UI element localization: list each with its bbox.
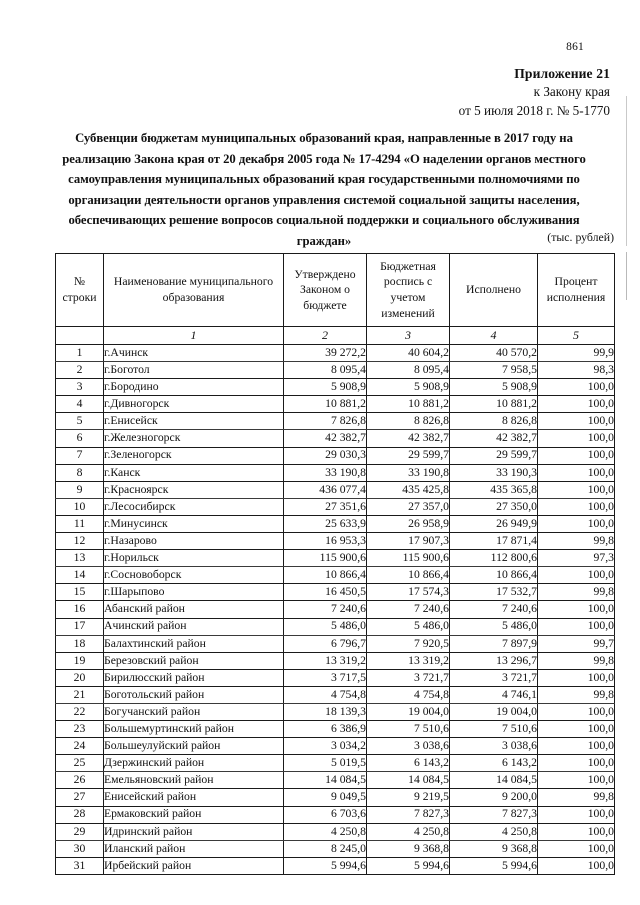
table-row	[56, 857, 615, 874]
budget-plan-amount-cell: 4 250,8	[367, 823, 450, 840]
page-number: 861	[566, 41, 584, 53]
municipality-name-cell: Емельяновский район	[104, 772, 284, 789]
row-number-cell: 31	[56, 857, 104, 874]
budget-plan-amount-cell: 7 920,5	[367, 635, 450, 652]
column-header-municipality-name	[104, 254, 284, 327]
row-number-cell: 26	[56, 772, 104, 789]
municipality-name-cell: г.Железногорск	[104, 430, 284, 447]
executed-amount-cell: 9 200,0	[450, 789, 538, 806]
scan-artifact-line-lower	[626, 252, 627, 300]
row-number-cell: 4	[56, 396, 104, 413]
row-number-cell: 13	[56, 550, 104, 567]
row-number-cell: 1	[56, 345, 104, 362]
executed-amount-cell: 6 143,2	[450, 755, 538, 772]
municipality-name-cell: Большемуртинский район	[104, 721, 284, 738]
budget-plan-amount-cell: 5 486,0	[367, 618, 450, 635]
table-row	[56, 379, 615, 396]
execution-percent-cell: 99,8	[538, 686, 615, 703]
approved-amount-cell: 27 351,6	[284, 498, 367, 515]
approved-amount-cell: 9 049,5	[284, 789, 367, 806]
budget-plan-amount-cell: 42 382,7	[367, 430, 450, 447]
table-row	[56, 413, 615, 430]
row-number-cell: 11	[56, 515, 104, 532]
execution-percent-cell: 100,0	[538, 806, 615, 823]
municipality-name-cell: Абанский район	[104, 601, 284, 618]
document-reference-block	[459, 64, 610, 121]
budget-plan-amount-cell: 4 754,8	[367, 686, 450, 703]
approved-amount-cell: 13 319,2	[284, 652, 367, 669]
execution-percent-cell: 100,0	[538, 413, 615, 430]
executed-amount-cell: 5 908,9	[450, 379, 538, 396]
municipality-name-cell: Балахтинский район	[104, 635, 284, 652]
table-row	[56, 652, 615, 669]
approved-amount-cell: 33 190,8	[284, 464, 367, 481]
column-header-row-number-line2: строки	[62, 291, 97, 304]
executed-amount-cell: 5 486,0	[450, 618, 538, 635]
table-row	[56, 567, 615, 584]
budget-plan-amount-cell: 9 219,5	[367, 789, 450, 806]
municipality-name-cell: г.Красноярск	[104, 481, 284, 498]
executed-amount-cell: 3 038,6	[450, 738, 538, 755]
row-number-cell: 6	[56, 430, 104, 447]
execution-percent-cell: 100,0	[538, 481, 615, 498]
execution-percent-cell: 100,0	[538, 840, 615, 857]
municipality-name-cell: г.Канск	[104, 464, 284, 481]
budget-plan-amount-cell: 29 599,7	[367, 447, 450, 464]
row-number-cell: 16	[56, 601, 104, 618]
executed-amount-cell: 17 871,4	[450, 533, 538, 550]
approved-amount-cell: 6 386,9	[284, 721, 367, 738]
budget-plan-amount-cell: 17 907,3	[367, 533, 450, 550]
table-row	[56, 635, 615, 652]
municipality-name-cell: Богучанский район	[104, 703, 284, 720]
execution-percent-cell: 99,8	[538, 789, 615, 806]
table-row	[56, 806, 615, 823]
approved-amount-cell: 4 754,8	[284, 686, 367, 703]
column-header-row-number	[56, 254, 104, 327]
column-header-approved-line2: Законом о	[299, 283, 350, 297]
column-header-budget-plan-line2: роспись с	[383, 275, 433, 289]
executed-amount-cell: 13 296,7	[450, 652, 538, 669]
budget-plan-amount-cell: 10 881,2	[367, 396, 450, 413]
execution-percent-cell: 100,0	[538, 567, 615, 584]
approved-amount-cell: 10 866,4	[284, 567, 367, 584]
table-row	[56, 396, 615, 413]
table-header	[56, 254, 615, 345]
column-header-execution-percent-line1: Процент	[554, 275, 598, 289]
row-number-cell: 10	[56, 498, 104, 515]
appendix-law-line: к Закону края	[533, 84, 610, 100]
execution-percent-cell: 99,9	[538, 345, 615, 362]
approved-amount-cell: 6 796,7	[284, 635, 367, 652]
row-number-cell: 17	[56, 618, 104, 635]
approved-amount-cell: 5 908,9	[284, 379, 367, 396]
table-header-row	[56, 254, 615, 327]
municipality-name-cell: г.Боготол	[104, 362, 284, 379]
municipality-name-cell: Иланский район	[104, 840, 284, 857]
appendix-title: Приложение 21	[514, 66, 610, 81]
approved-amount-cell: 3 034,2	[284, 738, 367, 755]
table-row	[56, 481, 615, 498]
executed-amount-cell: 7 958,5	[450, 362, 538, 379]
row-number-cell: 22	[56, 703, 104, 720]
executed-amount-cell: 8 826,8	[450, 413, 538, 430]
row-number-cell: 24	[56, 738, 104, 755]
column-header-budget-plan	[367, 254, 450, 327]
budget-plan-amount-cell: 435 425,8	[367, 481, 450, 498]
executed-amount-cell: 27 350,0	[450, 498, 538, 515]
table-row	[56, 738, 615, 755]
execution-percent-cell: 97,3	[538, 550, 615, 567]
row-number-cell: 8	[56, 464, 104, 481]
execution-percent-cell: 100,0	[538, 618, 615, 635]
column-header-executed	[450, 254, 538, 327]
table-row	[56, 755, 615, 772]
municipality-name-cell: Дзержинский район	[104, 755, 284, 772]
executed-amount-cell: 33 190,3	[450, 464, 538, 481]
execution-percent-cell: 99,7	[538, 635, 615, 652]
row-number-cell: 5	[56, 413, 104, 430]
execution-percent-cell: 100,0	[538, 857, 615, 874]
executed-amount-cell: 42 382,7	[450, 430, 538, 447]
execution-percent-cell: 100,0	[538, 772, 615, 789]
table-row	[56, 601, 615, 618]
table-row	[56, 686, 615, 703]
executed-amount-cell: 4 250,8	[450, 823, 538, 840]
approved-amount-cell: 7 826,8	[284, 413, 367, 430]
budget-plan-amount-cell: 5 908,9	[367, 379, 450, 396]
approved-amount-cell: 115 900,6	[284, 550, 367, 567]
subventions-table	[55, 253, 615, 875]
table-row	[56, 823, 615, 840]
table-row	[56, 789, 615, 806]
executed-amount-cell: 29 599,7	[450, 447, 538, 464]
approved-amount-cell: 8 245,0	[284, 840, 367, 857]
municipality-name-cell: г.Дивногорск	[104, 396, 284, 413]
municipality-name-cell: Енисейский район	[104, 789, 284, 806]
executed-amount-cell: 435 365,8	[450, 481, 538, 498]
row-number-cell: 25	[56, 755, 104, 772]
column-header-budget-plan-line4: изменений	[381, 306, 435, 320]
municipality-name-cell: г.Норильск	[104, 550, 284, 567]
executed-amount-cell: 4 746,1	[450, 686, 538, 703]
municipality-name-cell: Бирилюсский район	[104, 669, 284, 686]
execution-percent-cell: 100,0	[538, 430, 615, 447]
column-number-3: 3	[367, 327, 450, 345]
approved-amount-cell: 10 881,2	[284, 396, 367, 413]
row-number-cell: 7	[56, 447, 104, 464]
column-number-1: 1	[104, 327, 284, 345]
table-row	[56, 430, 615, 447]
execution-percent-cell: 100,0	[538, 601, 615, 618]
municipality-name-cell: Боготольский район	[104, 686, 284, 703]
approved-amount-cell: 3 717,5	[284, 669, 367, 686]
table-row	[56, 464, 615, 481]
column-number-5: 5	[538, 327, 615, 345]
approved-amount-cell: 25 633,9	[284, 515, 367, 532]
table-row	[56, 498, 615, 515]
municipality-name-cell: Идринский район	[104, 823, 284, 840]
table-row	[56, 345, 615, 362]
municipality-name-cell: г.Бородино	[104, 379, 284, 396]
municipality-name-cell: г.Лесосибирск	[104, 498, 284, 515]
row-number-cell: 30	[56, 840, 104, 857]
approved-amount-cell: 4 250,8	[284, 823, 367, 840]
execution-percent-cell: 99,8	[538, 652, 615, 669]
municipality-name-cell: г.Енисейск	[104, 413, 284, 430]
budget-plan-amount-cell: 115 900,6	[367, 550, 450, 567]
table-body	[56, 345, 615, 875]
budget-plan-amount-cell: 26 958,9	[367, 515, 450, 532]
budget-plan-amount-cell: 9 368,8	[367, 840, 450, 857]
table-row	[56, 362, 615, 379]
execution-percent-cell: 100,0	[538, 738, 615, 755]
executed-amount-cell: 112 800,6	[450, 550, 538, 567]
budget-plan-amount-cell: 3 038,6	[367, 738, 450, 755]
column-header-approved	[284, 254, 367, 327]
executed-amount-cell: 5 994,6	[450, 857, 538, 874]
table-row	[56, 772, 615, 789]
table-row	[56, 703, 615, 720]
budget-plan-amount-cell: 27 357,0	[367, 498, 450, 515]
table-row	[56, 550, 615, 567]
execution-percent-cell: 100,0	[538, 396, 615, 413]
table-row	[56, 515, 615, 532]
column-number-0	[56, 327, 104, 345]
execution-percent-cell: 100,0	[538, 464, 615, 481]
approved-amount-cell: 16 953,3	[284, 533, 367, 550]
row-number-cell: 15	[56, 584, 104, 601]
budget-plan-amount-cell: 17 574,3	[367, 584, 450, 601]
execution-percent-cell: 100,0	[538, 669, 615, 686]
executed-amount-cell: 14 084,5	[450, 772, 538, 789]
table-row	[56, 533, 615, 550]
row-number-cell: 3	[56, 379, 104, 396]
executed-amount-cell: 10 866,4	[450, 567, 538, 584]
municipality-name-cell: г.Зеленогорск	[104, 447, 284, 464]
budget-plan-amount-cell: 7 510,6	[367, 721, 450, 738]
approved-amount-cell: 16 450,5	[284, 584, 367, 601]
executed-amount-cell: 40 570,2	[450, 345, 538, 362]
column-header-municipality-name-line2: образования	[162, 291, 225, 304]
row-number-cell: 29	[56, 823, 104, 840]
page-title: Субвенции бюджетам муниципальных образований края, направленные в 2017 году на реализацию Закона края от 20 декабря 2005 года № 17-4294 «О наделении органов местного самоуправления муниципальных образований края государственными полномочиями по организации деятельности органов управления системой социальной защиты населения, обеспечивающих решение вопросов социальной поддержки и социального обслуживания граждан»	[62, 131, 586, 248]
execution-percent-cell: 99,8	[538, 584, 615, 601]
approved-amount-cell: 39 272,2	[284, 345, 367, 362]
municipality-name-cell: г.Назарово	[104, 533, 284, 550]
municipality-name-cell: г.Шарыпово	[104, 584, 284, 601]
subventions-table-container	[55, 253, 614, 875]
row-number-cell: 19	[56, 652, 104, 669]
budget-plan-amount-cell: 8 095,4	[367, 362, 450, 379]
execution-percent-cell: 99,8	[538, 533, 615, 550]
execution-percent-cell: 100,0	[538, 498, 615, 515]
row-number-cell: 12	[56, 533, 104, 550]
table-row	[56, 618, 615, 635]
budget-plan-amount-cell: 5 994,6	[367, 857, 450, 874]
approved-amount-cell: 7 240,6	[284, 601, 367, 618]
budget-plan-amount-cell: 40 604,2	[367, 345, 450, 362]
municipality-name-cell: Большеулуйский район	[104, 738, 284, 755]
executed-amount-cell: 7 510,6	[450, 721, 538, 738]
approved-amount-cell: 5 019,5	[284, 755, 367, 772]
approved-amount-cell: 436 077,4	[284, 481, 367, 498]
row-number-cell: 27	[56, 789, 104, 806]
execution-percent-cell: 100,0	[538, 755, 615, 772]
column-number-2: 2	[284, 327, 367, 345]
row-number-cell: 20	[56, 669, 104, 686]
municipality-name-cell: г.Минусинск	[104, 515, 284, 532]
executed-amount-cell: 7 827,3	[450, 806, 538, 823]
budget-plan-amount-cell: 3 721,7	[367, 669, 450, 686]
budget-plan-amount-cell: 8 826,8	[367, 413, 450, 430]
municipality-name-cell: Ирбейский район	[104, 857, 284, 874]
scan-artifact-line	[626, 96, 627, 246]
execution-percent-cell: 100,0	[538, 703, 615, 720]
column-header-budget-plan-line1: Бюджетная	[380, 259, 436, 273]
approved-amount-cell: 18 139,3	[284, 703, 367, 720]
approved-amount-cell: 42 382,7	[284, 430, 367, 447]
table-row	[56, 840, 615, 857]
executed-amount-cell: 3 721,7	[450, 669, 538, 686]
approved-amount-cell: 5 994,6	[284, 857, 367, 874]
column-header-municipality-name-line1: Наименование муниципального	[113, 275, 274, 289]
approved-amount-cell: 14 084,5	[284, 772, 367, 789]
approved-amount-cell: 5 486,0	[284, 618, 367, 635]
execution-percent-cell: 100,0	[538, 515, 615, 532]
budget-plan-amount-cell: 7 827,3	[367, 806, 450, 823]
execution-percent-cell: 98,3	[538, 362, 615, 379]
execution-percent-cell: 100,0	[538, 823, 615, 840]
column-header-approved-line1: Утверждено	[294, 267, 356, 281]
appendix-date-line: от 5 июля 2018 г. № 5-1770	[458, 103, 610, 119]
municipality-name-cell: Березовский район	[104, 652, 284, 669]
municipality-name-cell: Ачинский район	[104, 618, 284, 635]
row-number-cell: 23	[56, 721, 104, 738]
budget-plan-amount-cell: 33 190,8	[367, 464, 450, 481]
row-number-cell: 9	[56, 481, 104, 498]
table-row	[56, 669, 615, 686]
execution-percent-cell: 100,0	[538, 379, 615, 396]
approved-amount-cell: 8 095,4	[284, 362, 367, 379]
column-header-row-number-line1: №	[73, 275, 86, 289]
budget-plan-amount-cell: 6 143,2	[367, 755, 450, 772]
executed-amount-cell: 19 004,0	[450, 703, 538, 720]
table-row	[56, 721, 615, 738]
municipality-name-cell: г.Сосновоборск	[104, 567, 284, 584]
approved-amount-cell: 6 703,6	[284, 806, 367, 823]
budget-plan-amount-cell: 7 240,6	[367, 601, 450, 618]
column-header-execution-percent	[538, 254, 615, 327]
column-number-4: 4	[450, 327, 538, 345]
row-number-cell: 18	[56, 635, 104, 652]
execution-percent-cell: 100,0	[538, 721, 615, 738]
column-header-approved-line3: бюджете	[303, 298, 347, 312]
budget-plan-amount-cell: 13 319,2	[367, 652, 450, 669]
executed-amount-cell: 10 881,2	[450, 396, 538, 413]
executed-amount-cell: 7 240,6	[450, 601, 538, 618]
executed-amount-cell: 9 368,8	[450, 840, 538, 857]
row-number-cell: 2	[56, 362, 104, 379]
row-number-cell: 14	[56, 567, 104, 584]
table-row	[56, 584, 615, 601]
approved-amount-cell: 29 030,3	[284, 447, 367, 464]
units-note: (тыс. рублей)	[547, 230, 614, 244]
execution-percent-cell: 100,0	[538, 447, 615, 464]
column-header-budget-plan-line3: учетом	[390, 291, 426, 304]
municipality-name-cell: Ермаковский район	[104, 806, 284, 823]
budget-plan-amount-cell: 19 004,0	[367, 703, 450, 720]
row-number-cell: 21	[56, 686, 104, 703]
row-number-cell: 28	[56, 806, 104, 823]
municipality-name-cell: г.Ачинск	[104, 345, 284, 362]
column-number-row	[56, 327, 615, 345]
executed-amount-cell: 17 532,7	[450, 584, 538, 601]
executed-amount-cell: 7 897,9	[450, 635, 538, 652]
budget-plan-amount-cell: 14 084,5	[367, 772, 450, 789]
column-header-executed-line1: Исполнено	[466, 283, 521, 297]
budget-plan-amount-cell: 10 866,4	[367, 567, 450, 584]
table-row	[56, 447, 615, 464]
column-header-execution-percent-line2: исполнения	[546, 291, 606, 304]
executed-amount-cell: 26 949,9	[450, 515, 538, 532]
